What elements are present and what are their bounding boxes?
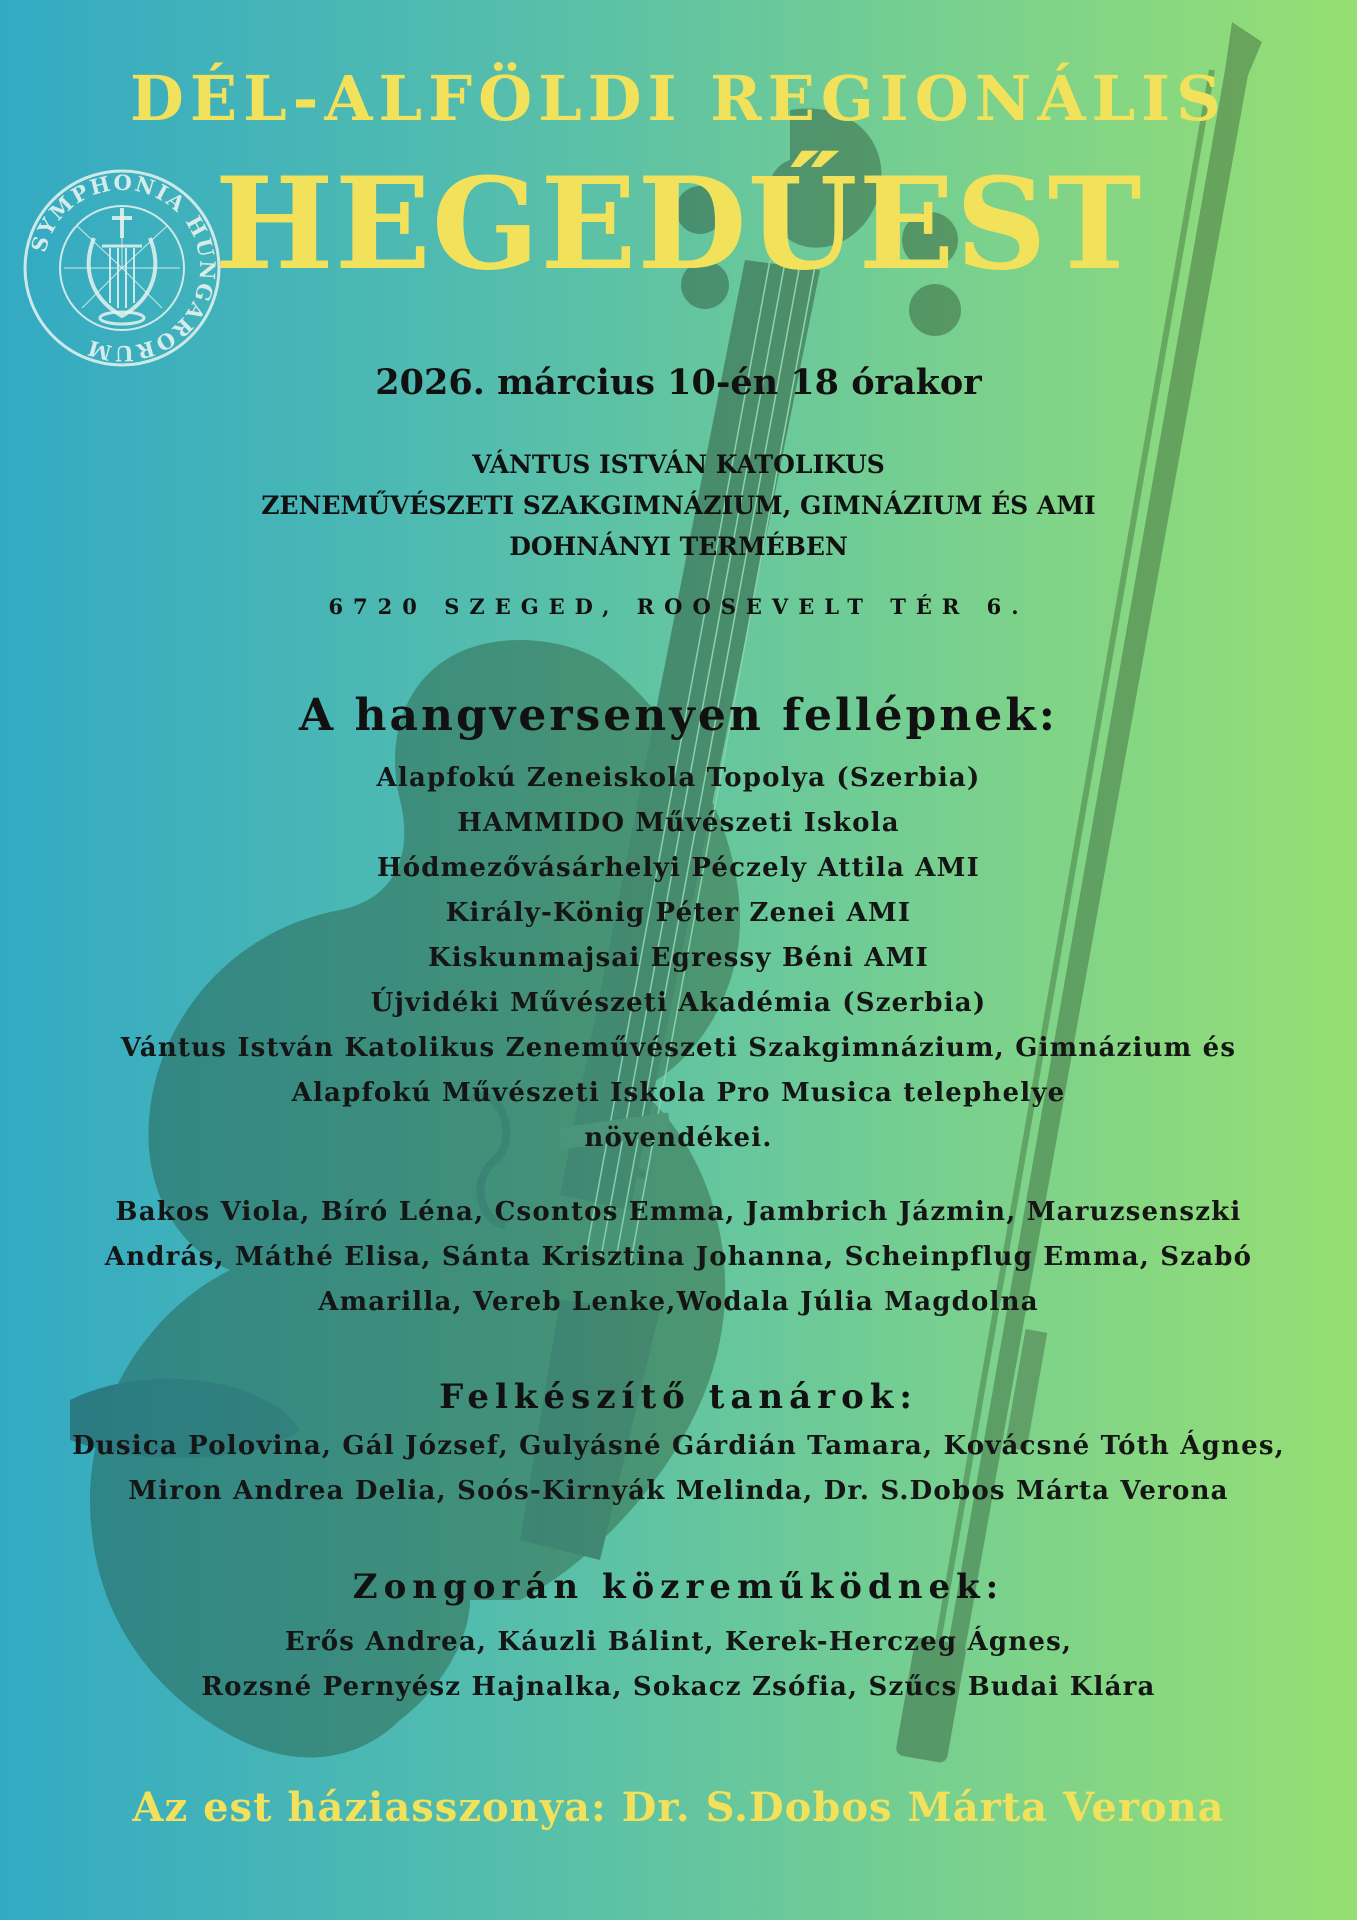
ensemble-item: Alapfokú Művészeti Iskola Pro Musica telephelye	[291, 1078, 1066, 1108]
student-line: Bakos Viola, Bíró Léna, Csontos Emma, Jambrich Jázmin, Maruzsenszki	[115, 1197, 1242, 1227]
venue-line: VÁNTUS ISTVÁN KATOLIKUS	[472, 450, 885, 479]
pianist-line: Erős Andrea, Káuzli Bálint, Kerek-Herczeg Ágnes,	[284, 1627, 1073, 1657]
event-date: 2026. március 10-én 18 órakor	[375, 362, 982, 403]
ensemble-list	[0, 756, 1357, 1161]
student-line: András, Máthé Elisa, Sánta Krisztina Johanna, Scheinpflug Emma, Szabó	[104, 1242, 1253, 1272]
pianist-line: Rozsné Pernyész Hajnalka, Sokacz Zsófia, Szűcs Budai Klára	[201, 1672, 1156, 1702]
ensemble-item: Vántus István Katolikus Zeneművészeti Szakgimnázium, Gimnázium és	[120, 1033, 1237, 1063]
ensemble-item: HAMMIDO Művészeti Iskola	[457, 808, 900, 838]
performers-heading: A hangversenyen fellépnek:	[299, 690, 1058, 741]
venue-line: DOHNÁNYI TERMÉBEN	[509, 532, 848, 561]
event-host: Az est háziasszonya: Dr. S.Dobos Márta Verona	[132, 1784, 1225, 1831]
ensemble-item: Alapfokú Zeneiskola Topolya (Szerbia)	[376, 763, 981, 793]
ensemble-item: Újvidéki Művészeti Akadémia (Szerbia)	[370, 988, 987, 1018]
ensemble-item: Király-König Péter Zenei AMI	[445, 898, 912, 928]
event-kicker: DÉL-ALFÖLDI REGIONÁLIS	[130, 62, 1227, 135]
teachers-heading: Felkészítő tanárok:	[439, 1377, 918, 1417]
student-list	[0, 1190, 1357, 1325]
event-venue	[0, 444, 1357, 567]
teacher-line: Miron Andrea Delia, Soós-Kirnyák Melinda, Dr. S.Dobos Márta Verona	[128, 1476, 1229, 1506]
logo-text: SYMPHONIA HUNGARORUM	[25, 169, 221, 367]
student-line: Amarilla, Vereb Lenke,Wodala Júlia Magdolna	[318, 1287, 1039, 1317]
venue-line: ZENEMŰVÉSZETI SZAKGIMNÁZIUM, GIMNÁZIUM ÉS AMI	[261, 491, 1096, 520]
ensemble-item: Hódmezővásárhelyi Péczely Attila AMI	[376, 853, 980, 883]
pianist-list	[0, 1620, 1357, 1710]
event-address: 6720 SZEGED, ROOSEVELT TÉR 6.	[328, 594, 1029, 619]
event-title: HEGEDŰEST	[214, 150, 1143, 298]
ensemble-item: növendékei.	[584, 1123, 773, 1153]
teacher-line: Dusica Polovina, Gál József, Gulyásné Gárdián Tamara, Kovácsné Tóth Ágnes,	[72, 1431, 1285, 1461]
teacher-list	[0, 1424, 1357, 1514]
ensemble-item: Kiskunmajsai Egressy Béni AMI	[427, 943, 930, 973]
piano-heading: Zongorán közreműködnek:	[352, 1567, 1005, 1607]
